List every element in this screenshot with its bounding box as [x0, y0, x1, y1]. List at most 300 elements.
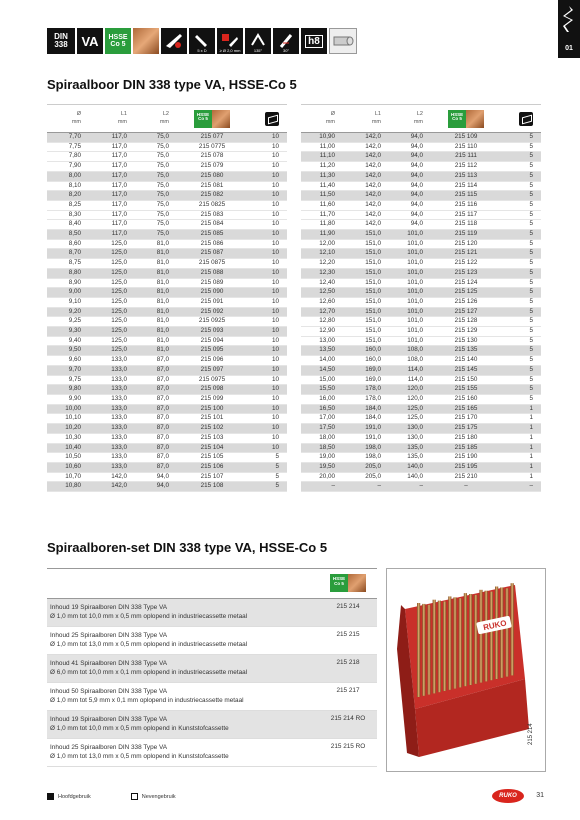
cell-diameter: 7,80	[47, 152, 93, 162]
cell-l2: 94,0	[393, 191, 435, 201]
cell-pack: 10	[243, 356, 287, 366]
col-hsse-article	[435, 105, 497, 133]
cell-l2: 94,0	[393, 210, 435, 220]
cell-l2: 94,0	[393, 181, 435, 191]
section-title-drills: Spiraalboor DIN 338 type VA, HSSE-Co 5	[47, 77, 297, 92]
cell-pack: 10	[243, 268, 287, 278]
cell-article: 215 120	[435, 239, 497, 249]
table-row	[47, 181, 287, 191]
cell-diameter: 7,75	[47, 142, 93, 152]
chapter-number: 01	[565, 45, 573, 52]
cell-l2: –	[393, 482, 435, 492]
col-l2: L2 mm	[393, 105, 435, 133]
cell-l1: 133,0	[93, 404, 139, 414]
cell-l2: 81,0	[139, 327, 181, 337]
cell-diameter: 10,90	[301, 133, 347, 143]
cell-article: 215 105	[181, 453, 243, 463]
cell-pack: 5	[497, 317, 541, 327]
table-row	[47, 453, 287, 463]
cell-article: 215 113	[435, 171, 497, 181]
cell-diameter: 10,50	[47, 453, 93, 463]
cell-l2: 75,0	[139, 181, 181, 191]
cell-diameter: 12,20	[301, 259, 347, 269]
cell-article: 215 088	[181, 268, 243, 278]
cell-pack: 10	[243, 249, 287, 259]
cell-l2: 94,0	[139, 472, 181, 482]
cell-diameter: 8,50	[47, 230, 93, 240]
cell-article: 215 0825	[181, 200, 243, 210]
cell-l2: 87,0	[139, 433, 181, 443]
cell-diameter: 12,00	[301, 239, 347, 249]
cell-diameter: 11,60	[301, 200, 347, 210]
cell-l2: 114,0	[393, 365, 435, 375]
cell-pack: 5	[497, 162, 541, 172]
cell-diameter: 9,30	[47, 327, 93, 337]
cell-l2: 75,0	[139, 191, 181, 201]
cell-l1: 117,0	[93, 181, 139, 191]
drill-bit	[427, 605, 430, 695]
set-row	[47, 655, 377, 683]
cell-l2: 87,0	[139, 404, 181, 414]
set-article-code: 215 215	[319, 627, 377, 655]
helix-30-icon: 30°	[273, 28, 299, 54]
hsse-co5-icon: HSSE Co 5	[194, 110, 230, 128]
table-row	[47, 375, 287, 385]
hsse-co5-icon: HSSE Co 5	[448, 110, 484, 128]
cell-l1: 125,0	[93, 268, 139, 278]
cell-article: 215 150	[435, 375, 497, 385]
drill-bit	[438, 601, 441, 693]
cell-pack: 10	[243, 327, 287, 337]
feature-icon-bar	[47, 28, 357, 54]
cell-l1: 133,0	[93, 394, 139, 404]
cell-article: 215 104	[181, 443, 243, 453]
cell-diameter: 17,00	[301, 414, 347, 424]
table-row	[301, 220, 541, 230]
cell-diameter: 11,50	[301, 191, 347, 201]
table-row	[47, 162, 287, 172]
cell-pack: 5	[497, 346, 541, 356]
product-image-code: 215 214	[528, 723, 534, 745]
table-row	[301, 239, 541, 249]
cell-l2: 87,0	[139, 462, 181, 472]
cell-l2: 101,0	[393, 317, 435, 327]
cell-article: 215 0925	[181, 317, 243, 327]
cell-pack: 10	[243, 162, 287, 172]
cell-l2: 120,0	[393, 385, 435, 395]
cell-pack: 1	[497, 462, 541, 472]
cell-l2: 135,0	[393, 443, 435, 453]
cell-article: 215 210	[435, 472, 497, 482]
cell-pack: 5	[497, 336, 541, 346]
cell-article: 215 127	[435, 307, 497, 317]
cell-l2: 108,0	[393, 356, 435, 366]
cell-pack: 5	[497, 385, 541, 395]
cell-l1: 151,0	[347, 268, 393, 278]
cell-diameter: 9,00	[47, 288, 93, 298]
cell-pack: –	[497, 482, 541, 492]
drill-bit	[417, 603, 420, 697]
cell-diameter: 9,20	[47, 307, 93, 317]
set-article-code: 215 215 RO	[319, 739, 377, 767]
cell-l1: 133,0	[93, 385, 139, 395]
cell-pack: 10	[243, 220, 287, 230]
drill-bit	[485, 591, 488, 682]
drill-bit	[505, 588, 508, 676]
table-row	[47, 259, 287, 269]
cell-l1: 125,0	[93, 239, 139, 249]
cell-l1: 125,0	[93, 278, 139, 288]
cell-l1: 133,0	[93, 424, 139, 434]
cell-diameter: 8,90	[47, 278, 93, 288]
cell-diameter: 8,75	[47, 259, 93, 269]
table-row	[301, 259, 541, 269]
cell-diameter: 9,70	[47, 365, 93, 375]
cell-pack: 10	[243, 142, 287, 152]
cell-diameter: 10,00	[47, 404, 93, 414]
cell-diameter: 8,40	[47, 220, 93, 230]
cell-l2: 87,0	[139, 365, 181, 375]
table-row	[301, 210, 541, 220]
set-article-code: 215 214 RO	[319, 711, 377, 739]
package-icon	[265, 112, 279, 126]
cell-diameter: 19,50	[301, 462, 347, 472]
cell-l2: 101,0	[393, 230, 435, 240]
hsse-co5-icon: HSSE Co 5	[330, 574, 366, 592]
cell-diameter: 11,20	[301, 162, 347, 172]
cell-l2: 81,0	[139, 288, 181, 298]
cell-article: 215 128	[435, 317, 497, 327]
cell-l2: 135,0	[393, 453, 435, 463]
cell-l1: 178,0	[347, 385, 393, 395]
cell-diameter: 17,50	[301, 424, 347, 434]
cell-l1: 142,0	[347, 162, 393, 172]
set-row	[47, 599, 377, 627]
table-row	[47, 443, 287, 453]
cell-l2: 81,0	[139, 249, 181, 259]
cell-l2: 140,0	[393, 472, 435, 482]
cell-pack: 10	[243, 297, 287, 307]
table-row	[47, 424, 287, 434]
cell-diameter: 10,80	[47, 482, 93, 492]
cell-article: 215 098	[181, 385, 243, 395]
cell-pack: 5	[497, 288, 541, 298]
cell-l2: 87,0	[139, 414, 181, 424]
cell-article: 215 084	[181, 220, 243, 230]
table-row	[301, 317, 541, 327]
cell-article: 215 093	[181, 327, 243, 337]
table-row	[301, 365, 541, 375]
cell-diameter: 12,40	[301, 278, 347, 288]
cell-diameter: 9,50	[47, 346, 93, 356]
cell-diameter: 9,60	[47, 356, 93, 366]
cell-diameter: 11,10	[301, 152, 347, 162]
cell-l1: 151,0	[347, 336, 393, 346]
cell-l1: 125,0	[93, 259, 139, 269]
cell-l2: 101,0	[393, 307, 435, 317]
cell-article: 215 110	[435, 142, 497, 152]
cell-l2: 130,0	[393, 433, 435, 443]
cell-l2: 101,0	[393, 239, 435, 249]
cell-pack: 5	[497, 171, 541, 181]
drill-bit	[469, 594, 472, 685]
cell-l1: 151,0	[347, 307, 393, 317]
cell-diameter: 9,75	[47, 375, 93, 385]
cell-diameter: 7,90	[47, 162, 93, 172]
din-338-icon: DIN 338	[47, 28, 75, 54]
cell-article: 215 119	[435, 230, 497, 240]
cell-l1: 198,0	[347, 443, 393, 453]
cell-l2: 140,0	[393, 462, 435, 472]
cell-pack: 1	[497, 433, 541, 443]
table-row	[301, 424, 541, 434]
cell-diameter: 15,50	[301, 385, 347, 395]
va-icon: VA	[77, 28, 103, 54]
cell-l1: 142,0	[93, 472, 139, 482]
cell-pack: 10	[243, 239, 287, 249]
cell-l1: 151,0	[347, 239, 393, 249]
cell-diameter: 9,80	[47, 385, 93, 395]
cell-article: 215 087	[181, 249, 243, 259]
table-row	[301, 152, 541, 162]
cell-l2: 75,0	[139, 152, 181, 162]
table-row	[301, 162, 541, 172]
cell-l2: 81,0	[139, 239, 181, 249]
cell-article: 215 180	[435, 433, 497, 443]
table-row	[47, 239, 287, 249]
table-row	[47, 210, 287, 220]
drill-bit	[459, 598, 462, 687]
cell-diameter: 8,70	[47, 249, 93, 259]
cell-article: 215 094	[181, 336, 243, 346]
cell-l2: 94,0	[393, 162, 435, 172]
table-row	[47, 230, 287, 240]
cell-pack: 5	[497, 181, 541, 191]
drill-bit	[464, 593, 467, 686]
cell-article: 215 115	[435, 191, 497, 201]
table-row	[47, 385, 287, 395]
cell-pack: 10	[243, 433, 287, 443]
drill-bit	[453, 597, 456, 688]
cell-l2: 87,0	[139, 394, 181, 404]
cell-pack: 10	[243, 133, 287, 143]
cell-l2: 101,0	[393, 288, 435, 298]
drill-bit-icon	[562, 6, 576, 32]
length-5xd-icon: 5 x D	[189, 28, 215, 54]
table-row	[301, 278, 541, 288]
cell-diameter: 11,90	[301, 230, 347, 240]
cell-l2: 87,0	[139, 385, 181, 395]
cell-pack: 1	[497, 424, 541, 434]
table-row	[301, 472, 541, 482]
drill-bit	[495, 587, 498, 680]
cell-l2: 87,0	[139, 375, 181, 385]
table-row	[301, 482, 541, 492]
cell-article: 215 101	[181, 414, 243, 424]
cell-pack: 5	[497, 259, 541, 269]
cell-diameter: 10,10	[47, 414, 93, 424]
cell-l1: 142,0	[347, 220, 393, 230]
cell-article: 215 121	[435, 249, 497, 259]
svg-text:RUKO: RUKO	[482, 618, 508, 633]
cell-l2: 125,0	[393, 414, 435, 424]
cell-l2: 75,0	[139, 230, 181, 240]
cell-l1: 151,0	[347, 278, 393, 288]
table-row	[47, 220, 287, 230]
cell-diameter: 11,30	[301, 171, 347, 181]
cell-article: 215 114	[435, 181, 497, 191]
cell-l1: 142,0	[347, 171, 393, 181]
table-row	[47, 133, 287, 143]
cell-article: 215 123	[435, 268, 497, 278]
table-row	[47, 365, 287, 375]
cell-pack: 10	[243, 336, 287, 346]
col-l1: L1 mm	[347, 105, 393, 133]
table-row	[47, 297, 287, 307]
cell-article: 215 085	[181, 230, 243, 240]
cell-pack: 5	[497, 191, 541, 201]
cell-l2: 101,0	[393, 297, 435, 307]
cell-pack: 10	[243, 288, 287, 298]
drill-table-right	[301, 104, 541, 492]
cell-article: 215 195	[435, 462, 497, 472]
table-row	[47, 249, 287, 259]
cell-l2: 101,0	[393, 327, 435, 337]
cell-pack: 5	[497, 307, 541, 317]
cell-pack: 5	[243, 472, 287, 482]
set-row	[47, 627, 377, 655]
table-row	[47, 191, 287, 201]
cell-l1: 117,0	[93, 200, 139, 210]
cell-diameter: 12,30	[301, 268, 347, 278]
section-title-sets: Spiraalboren-set DIN 338 type VA, HSSE-Co 5	[47, 540, 328, 555]
col-pack	[497, 105, 541, 133]
table-row	[47, 356, 287, 366]
cell-article: 215 077	[181, 133, 243, 143]
cell-diameter: 18,50	[301, 443, 347, 453]
table-row	[47, 327, 287, 337]
col-hsse-article	[181, 105, 243, 133]
cell-l2: 75,0	[139, 133, 181, 143]
empty-square-icon	[131, 793, 138, 800]
cell-l2: 101,0	[393, 259, 435, 269]
cell-l1: 125,0	[93, 317, 139, 327]
cell-article: 215 122	[435, 259, 497, 269]
material-copper-icon	[133, 28, 159, 54]
cell-article: 215 081	[181, 181, 243, 191]
cell-article: 215 103	[181, 433, 243, 443]
cell-pack: 5	[497, 133, 541, 143]
set-table	[47, 568, 377, 767]
cell-pack: 1	[497, 472, 541, 482]
table-row	[47, 288, 287, 298]
table-row	[301, 181, 541, 191]
cell-l1: 117,0	[93, 220, 139, 230]
cell-pack: 10	[243, 200, 287, 210]
cell-l1: 117,0	[93, 142, 139, 152]
cell-l1: 125,0	[93, 346, 139, 356]
cell-pack: 10	[243, 152, 287, 162]
cell-l2: 114,0	[393, 375, 435, 385]
cell-article: 215 165	[435, 404, 497, 414]
cell-diameter: 12,50	[301, 288, 347, 298]
cell-l2: 75,0	[139, 142, 181, 152]
cell-l1: 151,0	[347, 317, 393, 327]
table-row	[301, 288, 541, 298]
cell-pack: 5	[497, 210, 541, 220]
table-row	[47, 346, 287, 356]
cell-article: 215 117	[435, 210, 497, 220]
cell-l1: 133,0	[93, 365, 139, 375]
cell-article: 215 100	[181, 404, 243, 414]
drill-bit	[511, 583, 514, 675]
cell-pack: 10	[243, 443, 287, 453]
cell-article: 215 155	[435, 385, 497, 395]
drill-bit	[443, 602, 446, 692]
cell-l1: 169,0	[347, 375, 393, 385]
cell-pack: 10	[243, 424, 287, 434]
cell-pack: 5	[243, 482, 287, 492]
cell-article: 215 0975	[181, 375, 243, 385]
cell-l1: 191,0	[347, 424, 393, 434]
cell-l2: 81,0	[139, 297, 181, 307]
cell-article: 215 107	[181, 472, 243, 482]
cell-article: 215 083	[181, 210, 243, 220]
cell-diameter: 12,10	[301, 249, 347, 259]
cell-l2: 75,0	[139, 171, 181, 181]
table-row	[47, 278, 287, 288]
table-row	[301, 307, 541, 317]
cell-diameter: 8,10	[47, 181, 93, 191]
cell-diameter: 8,80	[47, 268, 93, 278]
cell-l1: –	[347, 482, 393, 492]
cell-l2: 94,0	[393, 152, 435, 162]
drill-bit	[479, 590, 482, 683]
col-l2: L2 mm	[139, 105, 181, 133]
set-row	[47, 711, 377, 739]
cell-l1: 151,0	[347, 259, 393, 269]
cell-pack: 1	[497, 404, 541, 414]
drill-bit	[448, 596, 451, 689]
cell-diameter: 10,20	[47, 424, 93, 434]
cell-l1: 142,0	[347, 200, 393, 210]
table-row	[47, 482, 287, 492]
cell-article: 215 124	[435, 278, 497, 288]
cell-diameter: 12,90	[301, 327, 347, 337]
cell-l1: 133,0	[93, 375, 139, 385]
table-row	[47, 152, 287, 162]
cell-article: 215 126	[435, 297, 497, 307]
cell-l1: 117,0	[93, 191, 139, 201]
table-row	[301, 404, 541, 414]
cell-l1: 151,0	[347, 230, 393, 240]
cell-pack: 10	[243, 365, 287, 375]
cell-article: 215 0775	[181, 142, 243, 152]
drill-table-left	[47, 104, 287, 492]
package-icon	[519, 112, 533, 126]
cell-pack: 5	[497, 230, 541, 240]
cell-diameter: 15,00	[301, 375, 347, 385]
cell-diameter: 18,00	[301, 433, 347, 443]
cell-pack: 10	[243, 414, 287, 424]
set-row	[47, 739, 377, 767]
table-row	[47, 200, 287, 210]
cell-diameter: 9,10	[47, 297, 93, 307]
cell-article: 215 082	[181, 191, 243, 201]
drill-bit	[474, 595, 477, 684]
cell-pack: 5	[497, 327, 541, 337]
cell-diameter: 8,25	[47, 200, 93, 210]
